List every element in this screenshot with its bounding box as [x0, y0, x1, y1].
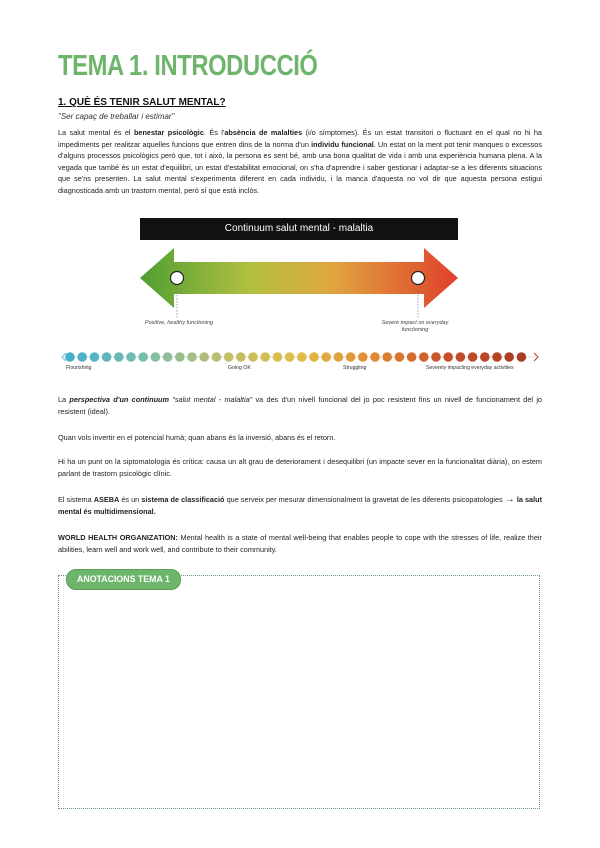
scale-dot [126, 352, 136, 362]
scale-dot [199, 352, 209, 362]
figure-banner: Continuum salut mental - malaltia [140, 218, 458, 240]
scale-dot [370, 352, 380, 362]
bold-italic-term: perspectiva d'un continuum [69, 395, 169, 404]
scale-dot [175, 352, 185, 362]
page-title: TEMA 1. INTRODUCCIÓ [58, 50, 318, 82]
annotations-box[interactable] [58, 575, 540, 809]
scale-label-severe: Severely impacting everyday activities [426, 365, 514, 371]
scale-dot [431, 352, 441, 362]
scale-dot [468, 352, 478, 362]
scale-dot [224, 352, 234, 362]
scale-dot [114, 352, 124, 362]
text: va des d'un nivell funcional del jo poc resistent fins un nivell de funcionament del jo resistent (ideal). [58, 395, 542, 416]
bold-term: absència de malalties [224, 128, 303, 137]
continuum-figure [140, 218, 458, 336]
text: (i/o símptomes). És un estat transitori o fluctuant en el qual no hi ha impediments per realitzar aquelles funcions que entren dins de la norma d'un [58, 128, 542, 149]
bold-term: la salut mental és multidimensional. [58, 495, 542, 516]
bold-term: sistema de classificació [141, 495, 225, 504]
section-heading: 1. QUÈ ÉS TENIR SALUT MENTAL? [58, 97, 226, 108]
text: Mental health is a state of mental well-being that enables people to cope with the stresses of life, realize their abilities, learn well and work well, and contribute to their community. [58, 533, 542, 554]
caption-severe: Severe impact on everyday functioning [381, 320, 449, 333]
arrow-right-icon: → [504, 494, 515, 505]
scale-label-struggling: Struggling [343, 365, 367, 371]
scale-dot [407, 352, 417, 362]
scale-dot [504, 352, 514, 362]
scale-dot [346, 352, 356, 362]
continuum-dot-scale [60, 350, 542, 364]
paragraph-critical-point: Hi ha un punt on la siptomatologia és crítica: causa un alt grau de deteriorament i desequilibri (un impacte sever en la funcionalitat diària), on estem parlant de trastorn psicològic clínic. [58, 457, 542, 478]
text: El sistema [58, 495, 94, 504]
italic-term: "salut mental - malaltia" [172, 395, 253, 404]
paragraph-definition [58, 127, 542, 197]
scale-dot [102, 352, 112, 362]
scale-dot [334, 352, 344, 362]
scale-dot [260, 352, 270, 362]
paragraph-investment: Quan vols invertir en el potencial humà; quan abans és la inversió, abans és el retorn. [58, 433, 336, 442]
scale-dot [212, 352, 222, 362]
bold-term: individu funcional [311, 139, 374, 149]
paragraph-aseba [58, 494, 542, 517]
bold-term: ASEBA [93, 495, 120, 504]
paragraph-who [58, 532, 542, 555]
continuum-arrow [140, 248, 458, 318]
scale-label-going-ok: Going OK [228, 365, 251, 371]
scale-dot [517, 352, 527, 362]
scale-dot [236, 352, 246, 362]
text: és un [119, 495, 142, 504]
text: . És l' [203, 128, 225, 137]
scale-dot [90, 352, 100, 362]
bold-term: benestar psicològic [133, 128, 204, 137]
scale-dot [285, 352, 295, 362]
caption-healthy: Positive, healthy functioning [144, 320, 214, 326]
marker-healthy [171, 272, 184, 285]
bold-term: WORLD HEALTH ORGANIZATION: [58, 533, 178, 542]
gradient-double-arrow [140, 248, 458, 308]
scale-dot [297, 352, 307, 362]
text: . Un estat on la ment pot tenir manques o excessos d'alguns processos psicològics però que, tot i això, la persona es sent bé, amb una bona qualitat de vida i amb una experiència humana plena. A la vegada que també és un estat d'equilibri, un estat d'estabilitat emocional, on s'ha d'aprendre i saber gestionar i adaptar-se a les diferents situacions que se'ns presenten. La salut mental s'experimenta diferent en cada individu, i la manca d'aquesta no vol dir que aquesta persona estigui diagnosticada amb un trastorn mental, però sí que està inclòs. [58, 139, 542, 195]
scale-dot [248, 352, 258, 362]
annotations-title: ANOTACIONS TEMA 1 [66, 569, 181, 590]
scale-dot [151, 352, 161, 362]
scale-dot [358, 352, 368, 362]
scale-dot [443, 352, 453, 362]
scale-dot [163, 352, 173, 362]
scale-dot [395, 352, 405, 362]
scale-dot [492, 352, 502, 362]
scale-dot [77, 352, 87, 362]
scale-label-flourishing: Flourishing [66, 365, 92, 371]
scale-dot [382, 352, 392, 362]
scale-dot [273, 352, 283, 362]
scale-dot [309, 352, 319, 362]
scale-dot [480, 352, 490, 362]
scale-dot [321, 352, 331, 362]
text: La salut mental és el [58, 128, 134, 137]
scale-dot [456, 352, 466, 362]
text: La [58, 395, 70, 404]
marker-severe [412, 272, 425, 285]
scale-dot [419, 352, 429, 362]
text: que serveix per mesurar dimensionalment la gravetat de les diferents psicopatologies [224, 495, 505, 504]
scale-dot [138, 352, 148, 362]
section-subtitle: "Ser capaç de treballar i estimar" [58, 112, 175, 121]
paragraph-continuum [58, 394, 542, 417]
scale-dot [65, 352, 75, 362]
scale-dot [187, 352, 197, 362]
